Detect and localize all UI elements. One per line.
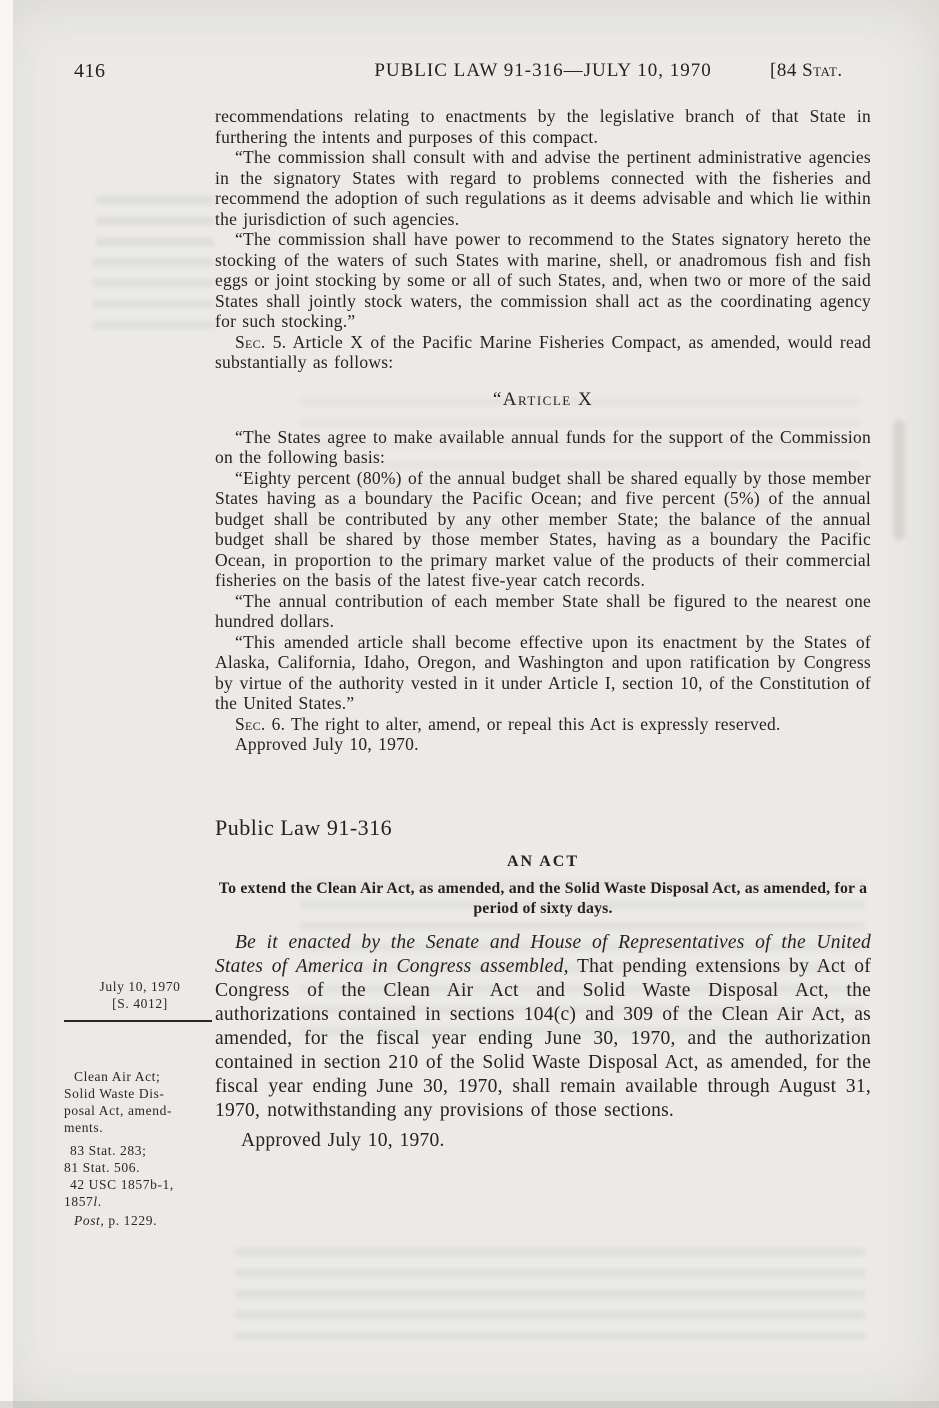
page-edge [0,0,13,1408]
section-5-paragraph [215,332,871,373]
margin-note-line: Solid Waste Dis- [64,1086,165,1101]
approval-line: Approved July 10, 1970. [235,734,419,754]
section-6-paragraph [215,714,871,735]
margin-bill-number: [S. 4012] [112,996,168,1011]
margin-note-line: 81 Stat. 506. [64,1160,141,1175]
section-6-label: Sec. 6. [235,713,286,734]
margin-note-date [64,978,216,1012]
margin-date-line: July 10, 1970 [99,979,181,994]
compact-paragraph-continuation: recommendations relating to enactments by the legislative branch of that State in furthering the intents and purposes of this compact. [215,106,871,147]
article-x-heading: “Article X [492,388,594,410]
bleed-through-artifact [893,420,905,540]
an-act-label: AN ACT [506,852,579,870]
running-title: PUBLIC LAW 91-316—JULY 10, 1970 [374,60,712,81]
margin-note-line [64,1212,216,1229]
page-number: 416 [74,60,106,82]
section-5-label: Sec. 5. [235,331,287,352]
bleed-through-artifact [96,196,214,248]
usc-italic-letter: l [93,1194,98,1209]
bleed-through-artifact [235,1248,865,1340]
margin-note-line: Clean Air Act; [74,1069,161,1084]
margin-note-post-reference [64,1212,216,1229]
margin-note-line: 42 USC 1857b-1, [70,1177,174,1192]
public-law-heading: Public Law 91-316 [215,814,393,840]
stat-prefix: [84 [770,60,803,81]
section-6-text: The right to alter, amend, or repeal this Act is expressly reserved. [285,713,781,734]
enacting-clause-paragraph [215,931,871,1123]
approval-line: Approved July 10, 1970. [241,1129,445,1151]
stat-smallcaps: Stat. [802,60,843,81]
margin-note-line: ments. [64,1120,104,1135]
compact-paragraph: “Eighty percent (80%) of the annual budget shall be shared equally by those member States having as a boundary the Pacific Ocean; and five percent (5%) of the annual budget shall be contributed by any other member State; the balance of the annual budget shall be shared by those member States, having as a boundary the Pacific Ocean, in proportion to the primary market value of the products of their commercial fisheries on the basis of the latest five-year catch records. [215,467,871,590]
margin-note-usc-citation [64,1176,216,1210]
section-5-text: Article X of the Pacific Marine Fisheries Compact, as amended, would read substantially as follows: [215,331,871,372]
page-edge [0,1401,939,1408]
margin-note-line: posal Act, amend- [64,1103,173,1118]
compact-paragraph: “This amended article shall become effective upon its enactment by the States of Alaska, California, Idaho, Oregon, and Washington and upon ratification by Congress by virtue of the authority vested in it under Article I, section 10, of the Constitution of the United States.” [215,631,871,713]
post-rest: p. 1229. [104,1213,158,1228]
bleed-through-artifact [92,258,214,338]
enacting-clause-body: That pending extensions by Act of Congress of the Clean Air Act and Solid Waste Disposal Act, the authorizations contained in sections 104(c) and 309 of the Clean Air Act, as amended, for the fiscal year ending June 30, 1970, and the authorization contained in section 210 of the Solid Waste Disposal Act, as amended, for the fiscal year ending June 30, 1970, shall remain available through August 31, 1970, notwithstanding any provisions of those sections. [215,955,871,1121]
compact-paragraph: “The commission shall consult with and advise the pertinent administrative agencies in the signatory States with regard to problems connected with the fisheries and recommend the adoption of such regulations as it deems advisable and which lie within the jurisdiction of such agencies. [215,147,871,229]
enacting-clause-italic: Be it enacted by the Senate and House of Representatives of the United States of America in Congress assembled, [215,931,871,977]
margin-note-subject [64,1068,216,1136]
stat-volume-label [770,60,843,82]
margin-note-stat-citations [64,1142,216,1176]
compact-paragraph: “The annual contribution of each member State shall be figured to the nearest one hundred dollars. [215,590,871,631]
margin-rule [64,1020,212,1022]
compact-paragraph: “The commission shall have power to recommend to the States signatory hereto the stocking of the waters of such States with marine, shell, or anadromous fish and fish eggs or joint stocking by some or all of such States, and, when two or more of the said States shall jointly stock waters, the commission shall act as the coordinating agency for such stocking.” [215,229,871,331]
usc-number: 1857 [64,1194,94,1209]
post-italic: Post, [74,1213,105,1228]
margin-note-line: 83 Stat. 283; [70,1143,147,1158]
act-purpose: To extend the Clean Air Act, as amended, and the Solid Waste Disposal Act, as amended, for a period of sixty days. [218,879,868,917]
margin-note-line [64,1193,216,1210]
usc-period: . [97,1194,102,1209]
text-column [215,106,871,1153]
compact-paragraph: “The States agree to make available annual funds for the support of the Commission on the following basis: [215,426,871,467]
